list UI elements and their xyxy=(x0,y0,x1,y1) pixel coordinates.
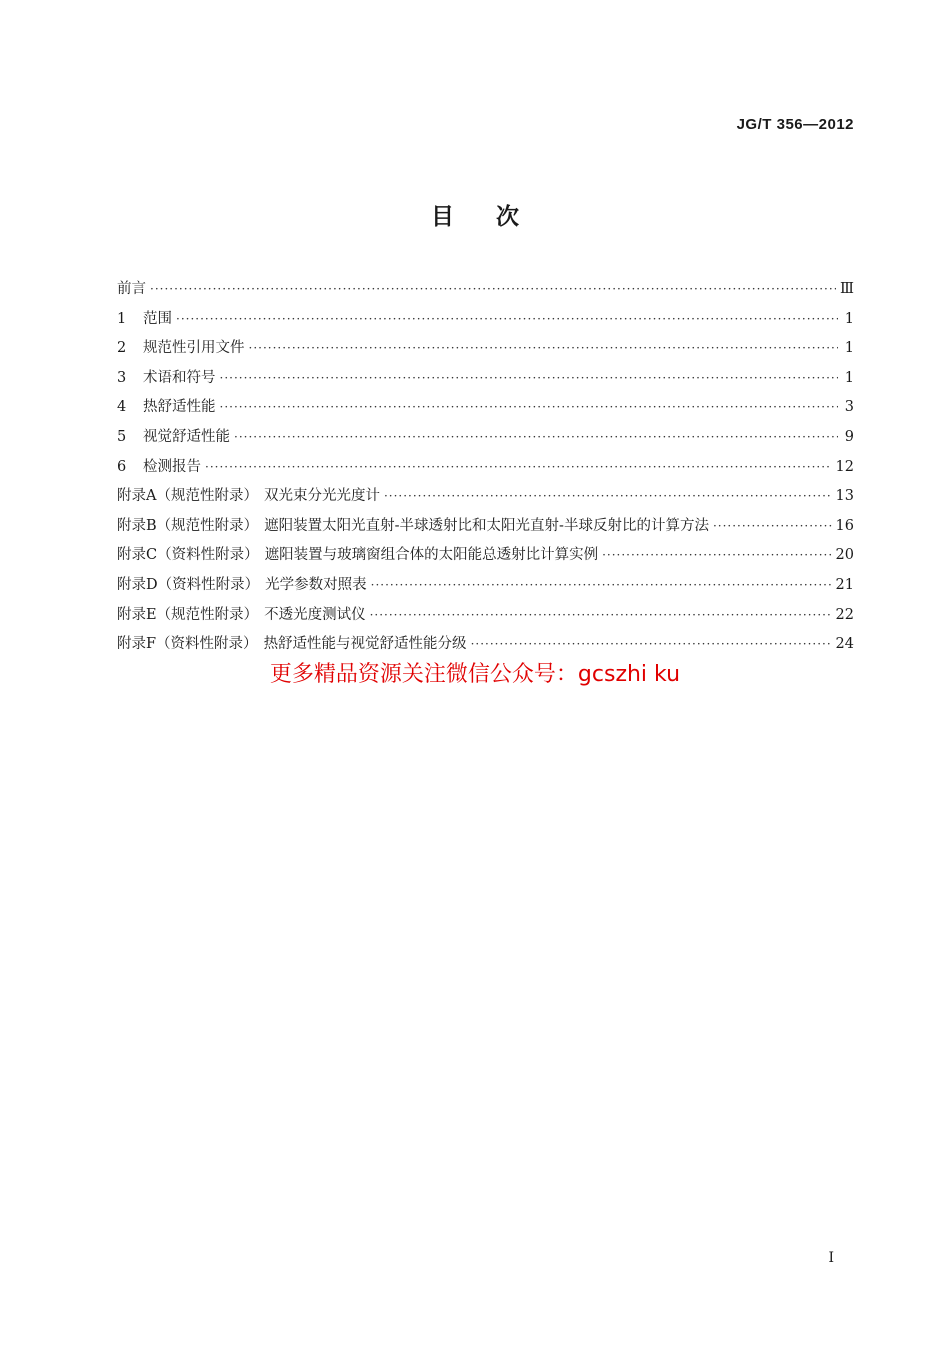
toc-label: 附录D（资料性附录） 光学参数对照表 xyxy=(117,576,367,593)
toc-row[interactable] xyxy=(117,395,854,425)
toc-page-number: 9 xyxy=(844,428,854,445)
toc-row[interactable] xyxy=(117,603,854,633)
toc-row[interactable] xyxy=(117,514,854,544)
toc-page-number: 1 xyxy=(844,369,854,386)
toc-leader-dots xyxy=(713,519,832,533)
toc-row[interactable] xyxy=(117,543,854,573)
page-title: 目次 xyxy=(431,204,561,230)
toc-label: 附录C（资料性附录） 遮阳装置与玻璃窗组合体的太阳能总透射比计算实例 xyxy=(117,547,599,564)
toc-label: 附录E（规范性附录） 不透光度测试仪 xyxy=(117,606,366,623)
standard-code: JG/T 356—2012 xyxy=(736,116,854,133)
toc-label: 附录F（资料性附录） 热舒适性能与视觉舒适性能分级 xyxy=(117,636,467,653)
toc-page-number: 24 xyxy=(835,636,854,653)
toc-label: 3 术语和符号 xyxy=(117,369,216,386)
toc-row[interactable] xyxy=(117,425,854,455)
toc-row[interactable] xyxy=(117,307,854,337)
toc-leader-dots xyxy=(176,312,838,326)
toc-leader-dots xyxy=(150,282,836,296)
toc-label: 附录A（规范性附录） 双光束分光光度计 xyxy=(117,488,380,505)
toc-row[interactable] xyxy=(117,484,854,514)
table-of-contents xyxy=(117,277,854,662)
toc-page-number: 3 xyxy=(844,399,854,416)
toc-label: 5 视觉舒适性能 xyxy=(117,428,230,445)
toc-row[interactable] xyxy=(117,366,854,396)
toc-leader-dots xyxy=(371,578,832,592)
toc-leader-dots xyxy=(205,460,832,474)
toc-leader-dots xyxy=(602,548,831,562)
toc-page-number: Ⅲ xyxy=(840,281,854,297)
toc-page-number: 12 xyxy=(835,458,854,475)
page-number: I xyxy=(828,1250,834,1266)
toc-leader-dots xyxy=(220,400,839,414)
toc-page-number: 1 xyxy=(844,310,854,327)
toc-page-number: 20 xyxy=(835,547,854,564)
toc-row[interactable] xyxy=(117,277,854,307)
toc-page-number: 22 xyxy=(835,606,854,623)
toc-label: 2 规范性引用文件 xyxy=(117,340,245,357)
promo-text: 更多精品资源关注微信公众号：gcszhi ku xyxy=(269,662,681,687)
toc-page-number: 21 xyxy=(835,576,854,593)
toc-label: 附录B（规范性附录） 遮阳装置太阳光直射-半球透射比和太阳光直射-半球反射比的计算方法 xyxy=(117,517,709,534)
toc-leader-dots xyxy=(384,489,832,503)
toc-label: 前言 xyxy=(117,281,146,297)
toc-leader-dots xyxy=(471,637,832,651)
toc-page-number: 13 xyxy=(835,488,854,505)
toc-leader-dots xyxy=(249,341,839,355)
toc-row[interactable] xyxy=(117,336,854,366)
toc-page-number: 16 xyxy=(835,517,854,534)
toc-label: 4 热舒适性能 xyxy=(117,399,216,416)
toc-label: 1 范围 xyxy=(117,310,172,327)
toc-label: 6 检测报告 xyxy=(117,458,201,475)
toc-row[interactable] xyxy=(117,573,854,603)
toc-leader-dots xyxy=(370,608,832,622)
toc-leader-dots xyxy=(234,430,838,444)
toc-leader-dots xyxy=(220,371,839,385)
toc-row[interactable] xyxy=(117,455,854,485)
toc-page-number: 1 xyxy=(844,340,854,357)
